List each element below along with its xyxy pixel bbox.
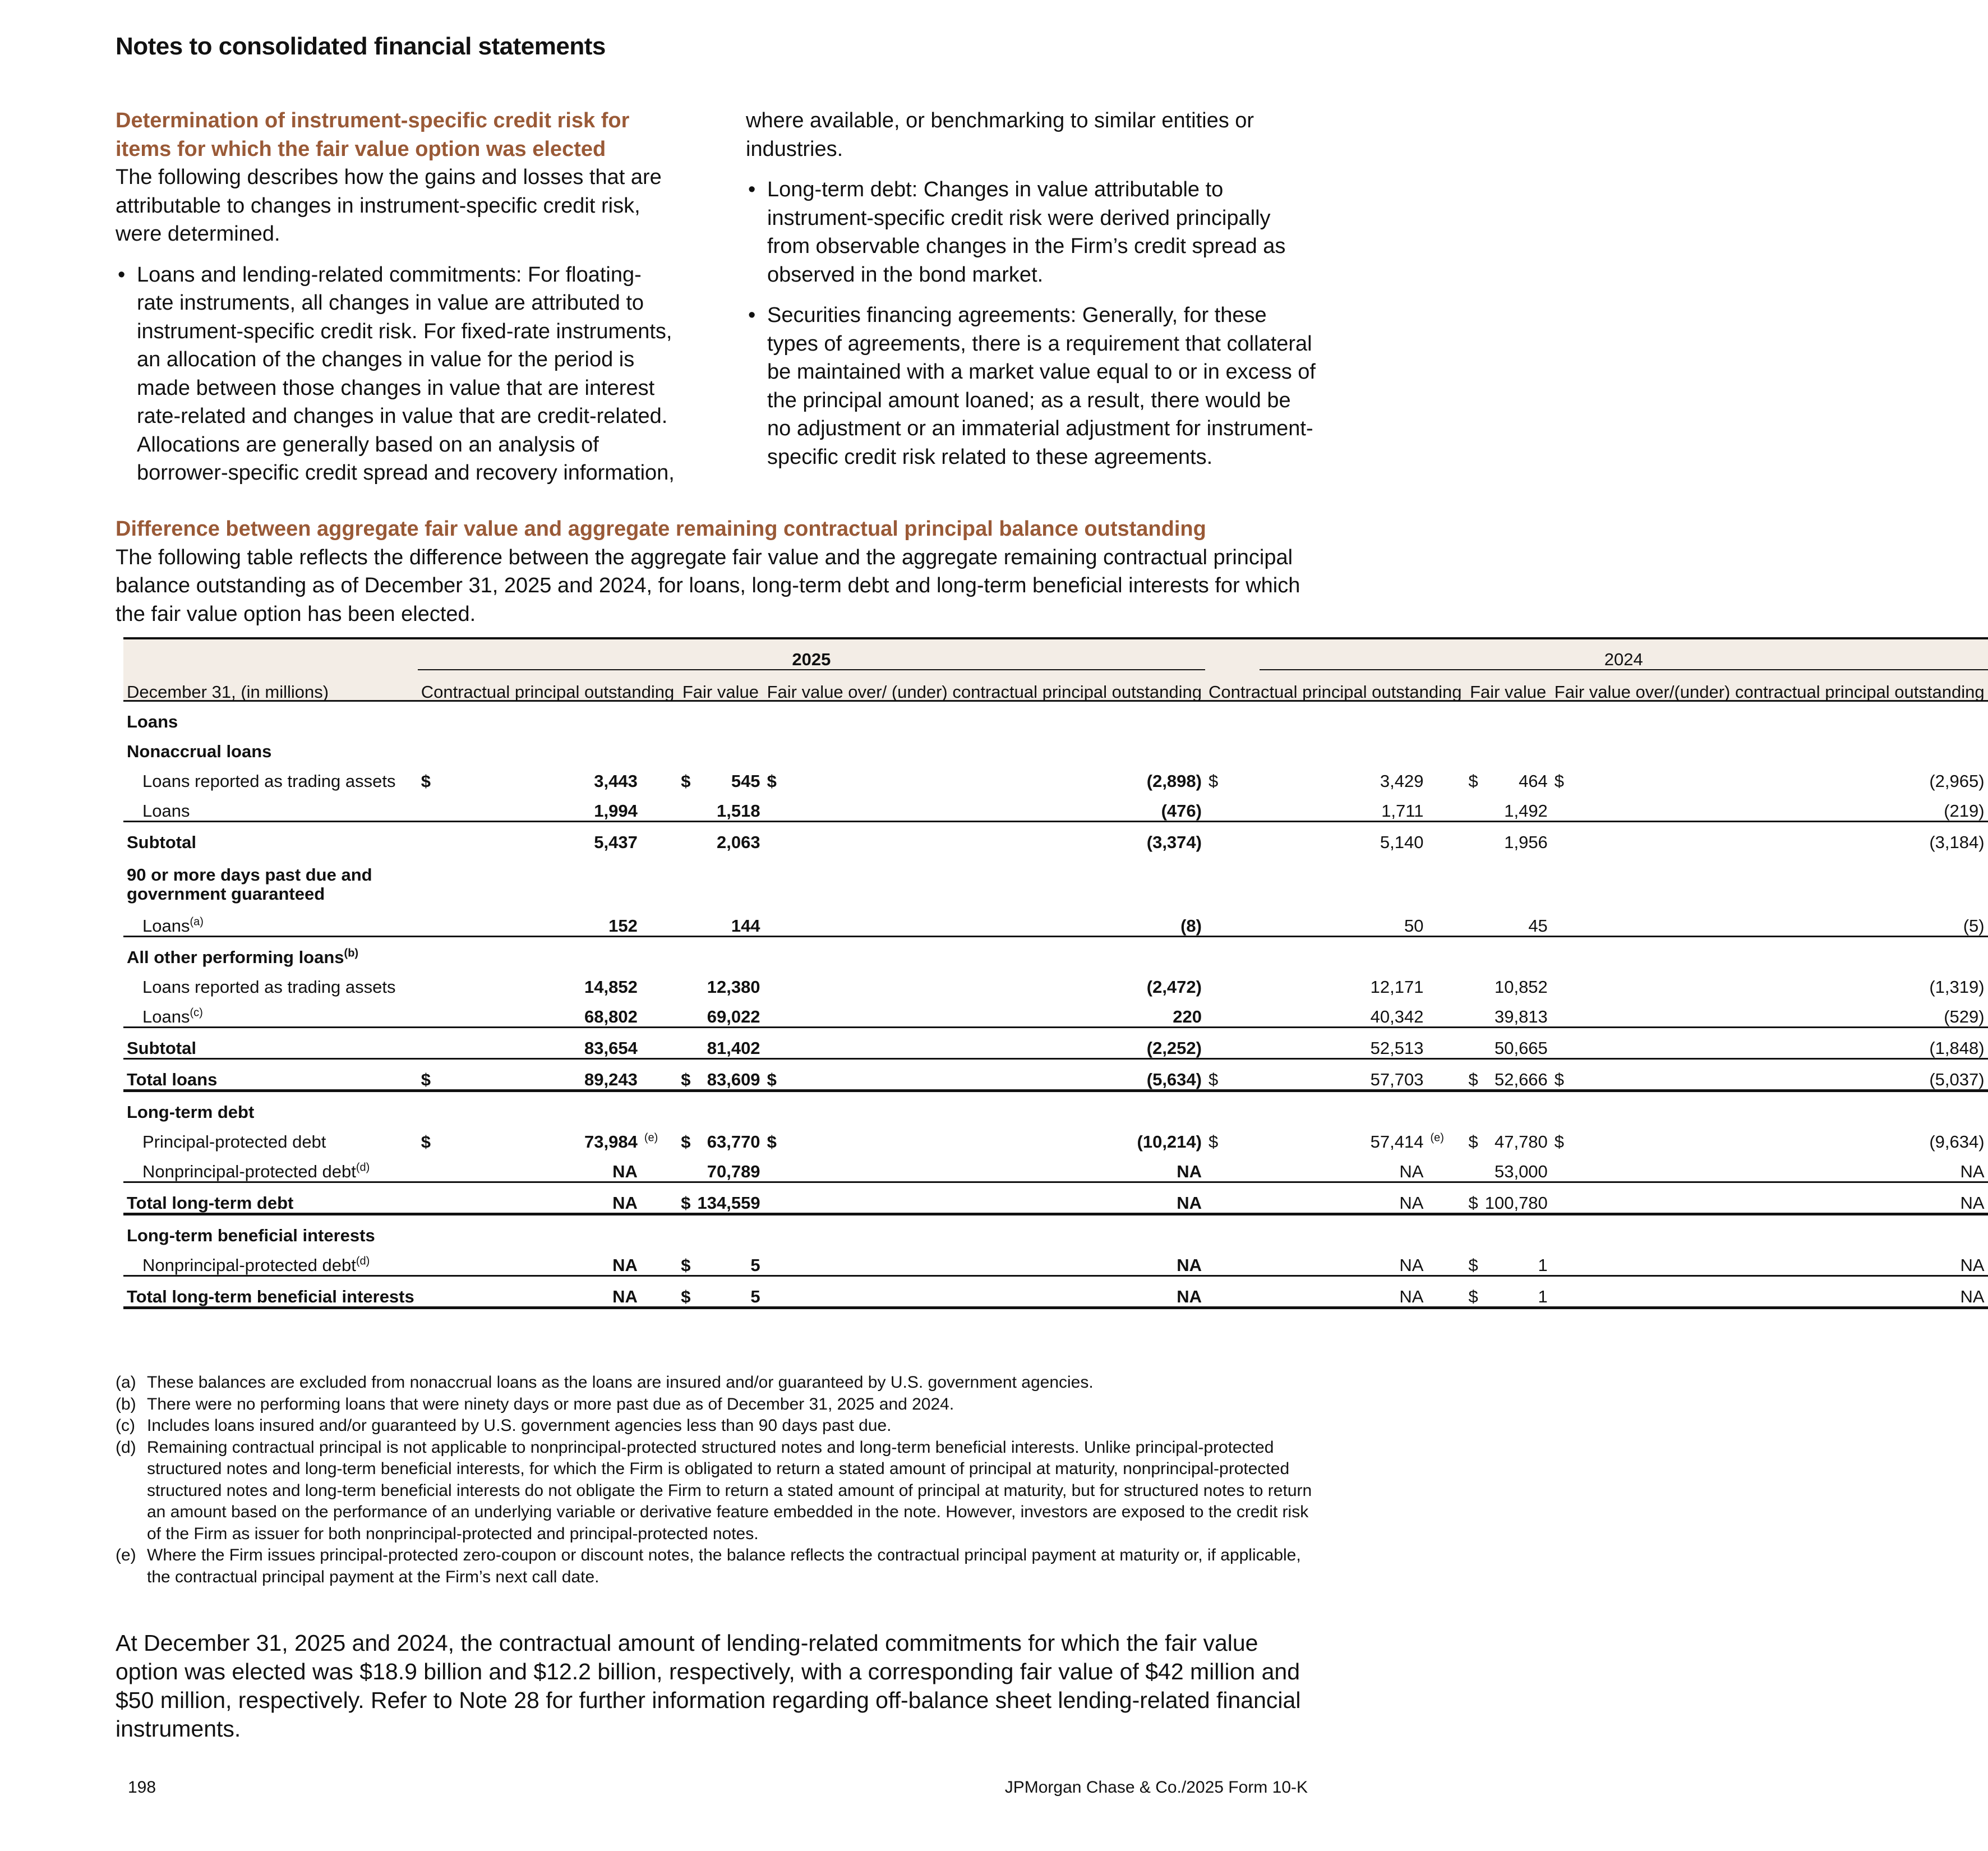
row-label: Loans reported as trading assets bbox=[142, 977, 396, 997]
dollar-sign: $ bbox=[1554, 771, 1565, 791]
table-row bbox=[123, 967, 1988, 997]
cell: 52,513 bbox=[1260, 1028, 1427, 1059]
dollar-sign: $ bbox=[421, 1132, 431, 1152]
section-label bbox=[123, 852, 1988, 906]
section-label: Long-term beneficial interests bbox=[127, 1226, 375, 1245]
dollar-sign: $ bbox=[1465, 1276, 1481, 1308]
cell: 1,711 bbox=[1260, 791, 1427, 822]
cell: (2,252) bbox=[859, 1028, 1205, 1059]
cell: 1 bbox=[1482, 1245, 1551, 1276]
section-row bbox=[123, 1214, 1988, 1246]
cell: 14,852 bbox=[584, 977, 638, 997]
table-row-total bbox=[123, 1182, 1988, 1214]
cell: NA bbox=[470, 1182, 641, 1214]
bullet-item: • Loans and lending-related commitments: For floating-rate instruments, all changes in value are attributed to instrument-specific credit risk. For fixed-rate instruments, an allocation of the changes in value for the period is made between those changes in value that are interest rate-related and changes in value that are credit-related. Allocations are generally based on an analysis of borrower-specific credit spread and recovery information, bbox=[116, 261, 676, 487]
dollar-sign: $ bbox=[677, 1182, 694, 1214]
cell: 70,789 bbox=[694, 1152, 764, 1182]
cell: NA bbox=[470, 1152, 641, 1182]
cell: 2,063 bbox=[716, 832, 760, 852]
page-number: 198 bbox=[128, 1778, 156, 1797]
section-label: Nonaccrual loans bbox=[127, 742, 272, 761]
dollar-sign: $ bbox=[681, 1132, 691, 1152]
label-text: All other performing loans bbox=[127, 947, 344, 967]
label-text: Nonprincipal-protected debt bbox=[142, 1162, 356, 1181]
cell: NA bbox=[1260, 1182, 1427, 1214]
table-row bbox=[123, 1245, 1988, 1276]
bullet-item: • Securities financing agreements: Generally, for these types of agreements, there is a requirement that collateral be maintained with a market value equal to or in excess of the principal amount loaned; as a result, there would be no adjustment or an immaterial adjustment for instrument-specific credit risk related to these agreements. bbox=[746, 301, 1318, 471]
bullet-list bbox=[746, 176, 1318, 471]
dollar-sign: $ bbox=[1465, 1182, 1481, 1214]
label-text: Loans bbox=[142, 916, 190, 936]
cell: 50,665 bbox=[1482, 1028, 1551, 1059]
dollar-sign: $ bbox=[677, 1276, 694, 1308]
footnote-a bbox=[116, 1372, 1316, 1394]
cell: 144 bbox=[694, 906, 764, 937]
cell: NA bbox=[859, 1152, 1205, 1182]
cell: 83,609 bbox=[694, 1059, 764, 1091]
cell: 5,437 bbox=[594, 832, 638, 852]
row-label: Total long-term beneficial interests bbox=[123, 1276, 418, 1308]
footnote-c bbox=[116, 1415, 1316, 1437]
row-label: Total loans bbox=[123, 1059, 418, 1091]
table-row bbox=[123, 1152, 1988, 1182]
dollar-sign: $ bbox=[1468, 1132, 1478, 1152]
cell: 47,780 bbox=[1494, 1132, 1548, 1152]
cell: NA bbox=[470, 1276, 641, 1308]
section-row bbox=[123, 937, 1988, 968]
dollar-sign: $ bbox=[1208, 1132, 1219, 1152]
cell: 57,414 bbox=[1370, 1132, 1424, 1152]
footnotes bbox=[116, 1372, 1316, 1588]
table-row-total bbox=[123, 1276, 1988, 1308]
cell: 39,813 bbox=[1482, 997, 1551, 1028]
paragraph: The following describes how the gains and losses that are attributable to changes in instrument-specific credit risk, were determined. bbox=[116, 165, 662, 246]
section-row bbox=[123, 1091, 1988, 1122]
cell: 100,780 bbox=[1482, 1182, 1551, 1214]
cell: 5 bbox=[694, 1245, 764, 1276]
table-row bbox=[123, 906, 1988, 937]
footnote-ref: (d) bbox=[356, 1255, 370, 1268]
row-label bbox=[123, 1152, 418, 1182]
cell: 3,443 bbox=[594, 771, 638, 791]
row-label: Subtotal bbox=[123, 1028, 418, 1059]
label-text: Nonprincipal-protected debt bbox=[142, 1255, 356, 1275]
publication-footer: JPMorgan Chase & Co./2025 Form 10-K bbox=[1004, 1778, 1308, 1797]
cell: (5,634) bbox=[859, 1059, 1205, 1091]
cell: 81,402 bbox=[694, 1028, 764, 1059]
cell: (3,184) bbox=[1929, 832, 1985, 852]
section-row bbox=[123, 701, 1988, 732]
cell: (219) bbox=[1645, 791, 1987, 822]
footnote-ref: (e) bbox=[644, 1131, 658, 1144]
table-row bbox=[123, 822, 1988, 853]
footnote-key: (d) bbox=[116, 1438, 136, 1457]
footnote-ref: (e) bbox=[1430, 1131, 1444, 1144]
section-label bbox=[123, 937, 1988, 968]
cell: NA bbox=[859, 1182, 1205, 1214]
cell: NA bbox=[1645, 1276, 1987, 1308]
bullet-list bbox=[116, 261, 676, 487]
cell: 52,666 bbox=[1482, 1059, 1551, 1091]
dollar-sign: $ bbox=[421, 771, 431, 791]
dollar-sign: $ bbox=[767, 771, 777, 791]
header-fv-2024: Fair value bbox=[1465, 670, 1551, 701]
header-year-2024: 2024 bbox=[1260, 638, 1988, 670]
footnote-ref-cell bbox=[641, 1122, 677, 1152]
footnote-e bbox=[116, 1545, 1316, 1588]
footnote-ref-cell bbox=[1427, 1122, 1465, 1152]
table-row-total bbox=[123, 1059, 1988, 1091]
header-cpo-2025: Contractual principal outstanding bbox=[418, 670, 678, 701]
footnote-text: Where the Firm issues principal-protected zero-coupon or discount notes, the balance reflects the contractual principal payment at maturity or, if applicable, the contractual principal payment at the Firm’s next call date. bbox=[147, 1546, 1301, 1586]
row-label: Loans bbox=[123, 791, 418, 822]
cell: NA bbox=[1645, 1152, 1987, 1182]
dollar-sign: $ bbox=[1205, 1059, 1260, 1091]
dollar-sign: $ bbox=[1465, 1245, 1481, 1276]
cell: (5) bbox=[1645, 906, 1987, 937]
row-label bbox=[123, 1245, 418, 1276]
cell: 45 bbox=[1482, 906, 1551, 937]
dollar-sign: $ bbox=[418, 1059, 470, 1091]
dollar-sign: $ bbox=[767, 1132, 777, 1152]
cell: (476) bbox=[859, 791, 1205, 822]
cell: 83,654 bbox=[470, 1028, 641, 1059]
footnote-text: Remaining contractual principal is not applicable to nonprincipal-protected structured notes and long-term beneficial interests. Unlike principal-protected structured notes and long-term beneficial interests, for which the Firm is obligated to return a stated amount of principal at maturity, nonprincipal-protected structured notes and long-term beneficial interests do not obligate the Firm to return a stated amount of principal at maturity, but for structured notes to return an amount based on the performance of an underlying variable or derivative feature embedded in the note. However, investors are exposed to the credit risk of the Firm as issuer for both nonprincipal-protected and principal-protected notes. bbox=[147, 1438, 1312, 1543]
cell: NA bbox=[859, 1276, 1205, 1308]
footnote-text: There were no performing loans that were ninety days or more past due as of December 31, 2025 and 2024. bbox=[147, 1394, 954, 1413]
section-label: Long-term debt bbox=[127, 1102, 255, 1122]
cell: (5,037) bbox=[1645, 1059, 1987, 1091]
cell: (1,848) bbox=[1645, 1028, 1987, 1059]
table-row bbox=[123, 761, 1988, 791]
cell: 3,429 bbox=[1380, 771, 1424, 791]
row-label bbox=[123, 906, 418, 937]
cell: (8) bbox=[859, 906, 1205, 937]
header-over-2024: Fair value over/(under) contractual principal outstanding bbox=[1551, 670, 1988, 701]
cell: (2,472) bbox=[1146, 977, 1202, 997]
cell: 134,559 bbox=[694, 1182, 764, 1214]
cell: 5 bbox=[694, 1276, 764, 1308]
section-label-text: 90 or more days past due and government guaranteed bbox=[127, 865, 372, 904]
cell: NA bbox=[1260, 1245, 1427, 1276]
dollar-sign: $ bbox=[1208, 771, 1219, 791]
cell: (2,898) bbox=[1146, 771, 1202, 791]
header-cpo-2024: Contractual principal outstanding bbox=[1205, 670, 1465, 701]
cell: (3,374) bbox=[1146, 832, 1202, 852]
header-fv-2025: Fair value bbox=[677, 670, 763, 701]
cell: 545 bbox=[731, 771, 760, 791]
cell: 12,171 bbox=[1370, 977, 1424, 997]
dollar-sign: $ bbox=[677, 1245, 694, 1276]
cell: 1 bbox=[1482, 1276, 1551, 1308]
dollar-sign: $ bbox=[764, 1059, 859, 1091]
cell: 63,770 bbox=[707, 1132, 760, 1152]
cell: 1,994 bbox=[470, 791, 641, 822]
cell: 53,000 bbox=[1482, 1152, 1551, 1182]
cell: NA bbox=[1645, 1245, 1987, 1276]
section-subhead: Difference between aggregate fair value and aggregate remaining contractual principal balance outstanding bbox=[116, 517, 1206, 541]
paragraph: The following table reflects the difference between the aggregate fair value and the aggregate remaining contractual principal balance outstanding as of December 31, 2025 and 2024, for loans, long-term debt and long-term beneficial interests for which the fair value option has been elected. bbox=[116, 545, 1300, 626]
footnote-ref: (d) bbox=[356, 1161, 370, 1174]
header-gap bbox=[1205, 638, 1260, 670]
row-label: Principal-protected debt bbox=[142, 1132, 326, 1152]
cell: NA bbox=[1260, 1276, 1427, 1308]
cell: 12,380 bbox=[707, 977, 760, 997]
paragraph: At December 31, 2025 and 2024, the contractual amount of lending-related commitments for which the fair value option was elected was $18.9 billion and $12.2 billion, respectively, with a corresponding fair value of $42 million and $50 million, respectively. Refer to Note 28 for further information regarding off-balance sheet lending-related financial instruments. bbox=[116, 1630, 1301, 1742]
left-column bbox=[116, 107, 676, 496]
table-row bbox=[123, 997, 1988, 1028]
footnote-key: (e) bbox=[116, 1546, 136, 1564]
fair-value-table bbox=[123, 637, 1988, 1309]
table-header-columns bbox=[123, 670, 1988, 701]
label-text: Loans bbox=[142, 1007, 190, 1026]
row-label: Total long-term debt bbox=[123, 1182, 418, 1214]
cell: 57,703 bbox=[1260, 1059, 1427, 1091]
cell: 73,984 bbox=[584, 1132, 638, 1152]
footnote-text: Includes loans insured and/or guaranteed by U.S. government agencies less than 90 days past due. bbox=[147, 1416, 892, 1435]
footnote-ref: (a) bbox=[190, 915, 204, 928]
row-label bbox=[123, 997, 418, 1028]
cell: 220 bbox=[859, 997, 1205, 1028]
section-row bbox=[123, 731, 1988, 761]
cell: 1,956 bbox=[1504, 832, 1548, 852]
row-label: Loans reported as trading assets bbox=[142, 771, 396, 791]
cell: NA bbox=[859, 1245, 1205, 1276]
footnote-text: These balances are excluded from nonaccrual loans as the loans are insured and/or guaranteed by U.S. government agencies. bbox=[147, 1373, 1094, 1392]
dollar-sign: $ bbox=[681, 771, 691, 791]
header-over-2025: Fair value over/ (under) contractual principal outstanding bbox=[764, 670, 1205, 701]
section-row bbox=[123, 852, 1988, 906]
cell: (2,965) bbox=[1929, 771, 1985, 791]
paragraph: where available, or benchmarking to similar entities or industries. bbox=[746, 109, 1254, 161]
dollar-sign: $ bbox=[1551, 1059, 1645, 1091]
cell: 50 bbox=[1260, 906, 1427, 937]
footnote-ref: (c) bbox=[190, 1006, 203, 1019]
cell: NA bbox=[1645, 1182, 1987, 1214]
header-year-2025: 2025 bbox=[418, 638, 1205, 670]
footnote-key: (a) bbox=[116, 1373, 136, 1392]
section-subhead: Determination of instrument-specific credit risk for items for which the fair value option was elected bbox=[116, 109, 630, 161]
dollar-sign: $ bbox=[1554, 1132, 1565, 1152]
footnote-key: (b) bbox=[116, 1394, 136, 1413]
difference-section bbox=[116, 515, 1316, 628]
table-row bbox=[123, 1122, 1988, 1152]
right-column bbox=[746, 107, 1318, 480]
cell: 5,140 bbox=[1380, 832, 1424, 852]
cell: (1,319) bbox=[1929, 977, 1985, 997]
header-date-label: December 31, (in millions) bbox=[123, 670, 418, 701]
footnote-key: (c) bbox=[116, 1416, 135, 1435]
cell: NA bbox=[470, 1245, 641, 1276]
footnote-ref: (b) bbox=[344, 947, 359, 960]
page-title: Notes to consolidated financial statements bbox=[116, 33, 606, 60]
cell: (529) bbox=[1645, 997, 1987, 1028]
header-blank bbox=[123, 638, 418, 670]
dollar-sign: $ bbox=[677, 1059, 694, 1091]
closing-paragraph bbox=[116, 1629, 1316, 1743]
row-label: Subtotal bbox=[127, 832, 196, 852]
table-row bbox=[123, 1028, 1988, 1059]
cell: 464 bbox=[1519, 771, 1548, 791]
table-row bbox=[123, 791, 1988, 822]
table-header-years bbox=[123, 638, 1988, 670]
dollar-sign: $ bbox=[1465, 1059, 1481, 1091]
cell: 69,022 bbox=[694, 997, 764, 1028]
cell: 10,852 bbox=[1494, 977, 1548, 997]
dollar-sign: $ bbox=[1468, 771, 1478, 791]
cell: (10,214) bbox=[1137, 1132, 1202, 1152]
cell: 68,802 bbox=[470, 997, 641, 1028]
cell: 40,342 bbox=[1260, 997, 1427, 1028]
cell: 1,492 bbox=[1482, 791, 1551, 822]
cell: NA bbox=[1260, 1152, 1427, 1182]
cell: (9,634) bbox=[1929, 1132, 1985, 1152]
section-label: Loans bbox=[127, 712, 178, 731]
cell: 1,518 bbox=[694, 791, 764, 822]
cell: 152 bbox=[470, 906, 641, 937]
bullet-item: • Long-term debt: Changes in value attributable to instrument-specific credit risk were derived principally from observable changes in the Firm’s credit spread as observed in the bond market. bbox=[746, 176, 1318, 289]
footnote-b bbox=[116, 1394, 1316, 1416]
cell: 89,243 bbox=[470, 1059, 641, 1091]
footnote-d bbox=[116, 1437, 1316, 1545]
